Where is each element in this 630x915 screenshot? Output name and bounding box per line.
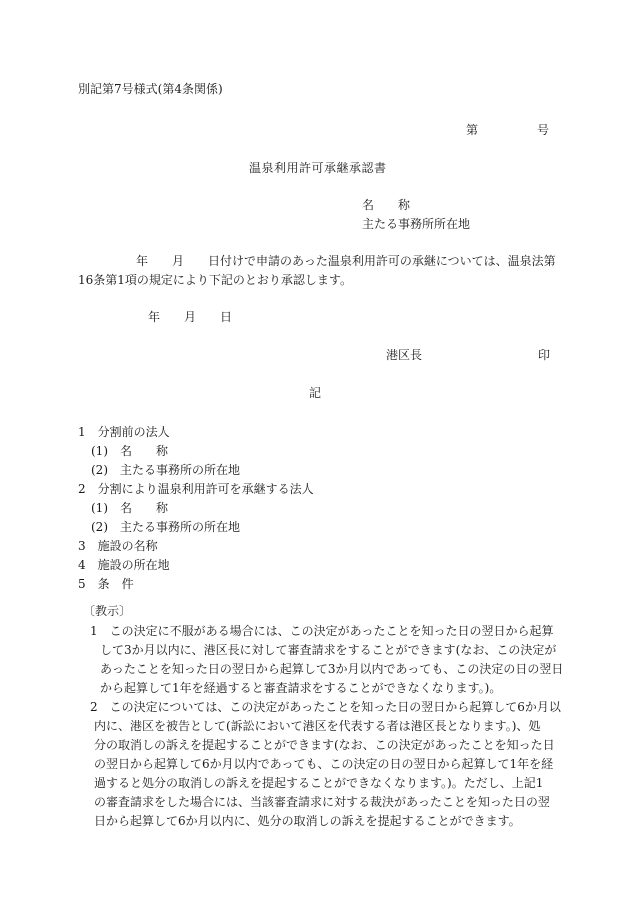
- ki-heading: 記: [309, 386, 322, 400]
- number-suffix: 号: [537, 123, 550, 137]
- notice-1-line: あったことを知った日の翌日から起算して3か月以内であっても、この決定の日の翌日: [100, 662, 564, 676]
- issuer-title: 港区長: [386, 348, 423, 362]
- list-item: 2 分割により温泉利用許可を承継する法人: [78, 482, 314, 496]
- notice-2-line: 過すると処分の取消しの訴えを提起することができなくなります。)。ただし、上記1: [94, 776, 544, 790]
- list-item: (1) 名 称: [91, 501, 168, 515]
- notice-1-line: して3か月以内に、港区長に対して審査請求をすることができます(なお、この決定が: [100, 643, 557, 657]
- notice-2: [90, 698, 560, 831]
- form-label: 別記第7号様式(第4条関係): [78, 82, 223, 96]
- notice-1: [90, 622, 564, 698]
- addressee-office-label: 主たる事務所所在地: [362, 217, 471, 231]
- number-prefix: 第: [466, 123, 479, 137]
- notice-2-line: 日から起算して6か月以内に、処分の取消しの訴えを提起することができます。: [94, 814, 521, 828]
- notice-1-line: 1 この決定に不服がある場合には、この決定があったことを知った日の翌日から起算: [90, 624, 554, 638]
- list-item: (2) 主たる事務所の所在地: [91, 463, 240, 477]
- notice-2-line: 分の取消しの訴えを提起することができます(なお、この決定があったことを知った日: [94, 738, 555, 752]
- list-item: 4 施設の所在地: [78, 558, 170, 572]
- notice-2-line: 2 この決定については、この決定があったことを知った日の翌日から起算して6か月以: [90, 700, 561, 714]
- notice-2-line: の翌日から起算して6か月以内であっても、この決定の日の翌日から起算して1年を経: [94, 757, 554, 771]
- addressee-name-label: 名 称: [362, 198, 411, 212]
- notice-1-line: から起算して1年を経過すると審査請求をすることができなくなります。)。: [100, 681, 502, 695]
- seal-mark: 印: [538, 348, 551, 362]
- list-item: (2) 主たる事務所の所在地: [91, 520, 240, 534]
- body-text-line-1: 年 月 日付けで申請のあった温泉利用許可の承継については、温泉法第: [136, 254, 556, 268]
- list-item: (1) 名 称: [91, 444, 168, 458]
- document-title: 温泉利用許可承継承認書: [249, 161, 387, 175]
- list-item: 3 施設の名称: [78, 539, 158, 553]
- notice-2-line: 内に、港区を被告として(訴訟において港区を代表する者は港区長となります。)、処: [94, 719, 541, 733]
- body-text-line-2: 16条第1項の規定により下記のとおり承認します。: [78, 273, 352, 287]
- list-item: 1 分割前の法人: [78, 425, 170, 439]
- list-item: 5 条 件: [78, 577, 134, 591]
- notice-2-line: の審査請求をした場合には、当該審査請求に対する裁決があったことを知った日の翌: [94, 795, 550, 809]
- item-list: [78, 423, 314, 594]
- date-line: 年 月 日: [148, 310, 233, 324]
- kyoji-heading: 〔教示〕: [83, 604, 132, 618]
